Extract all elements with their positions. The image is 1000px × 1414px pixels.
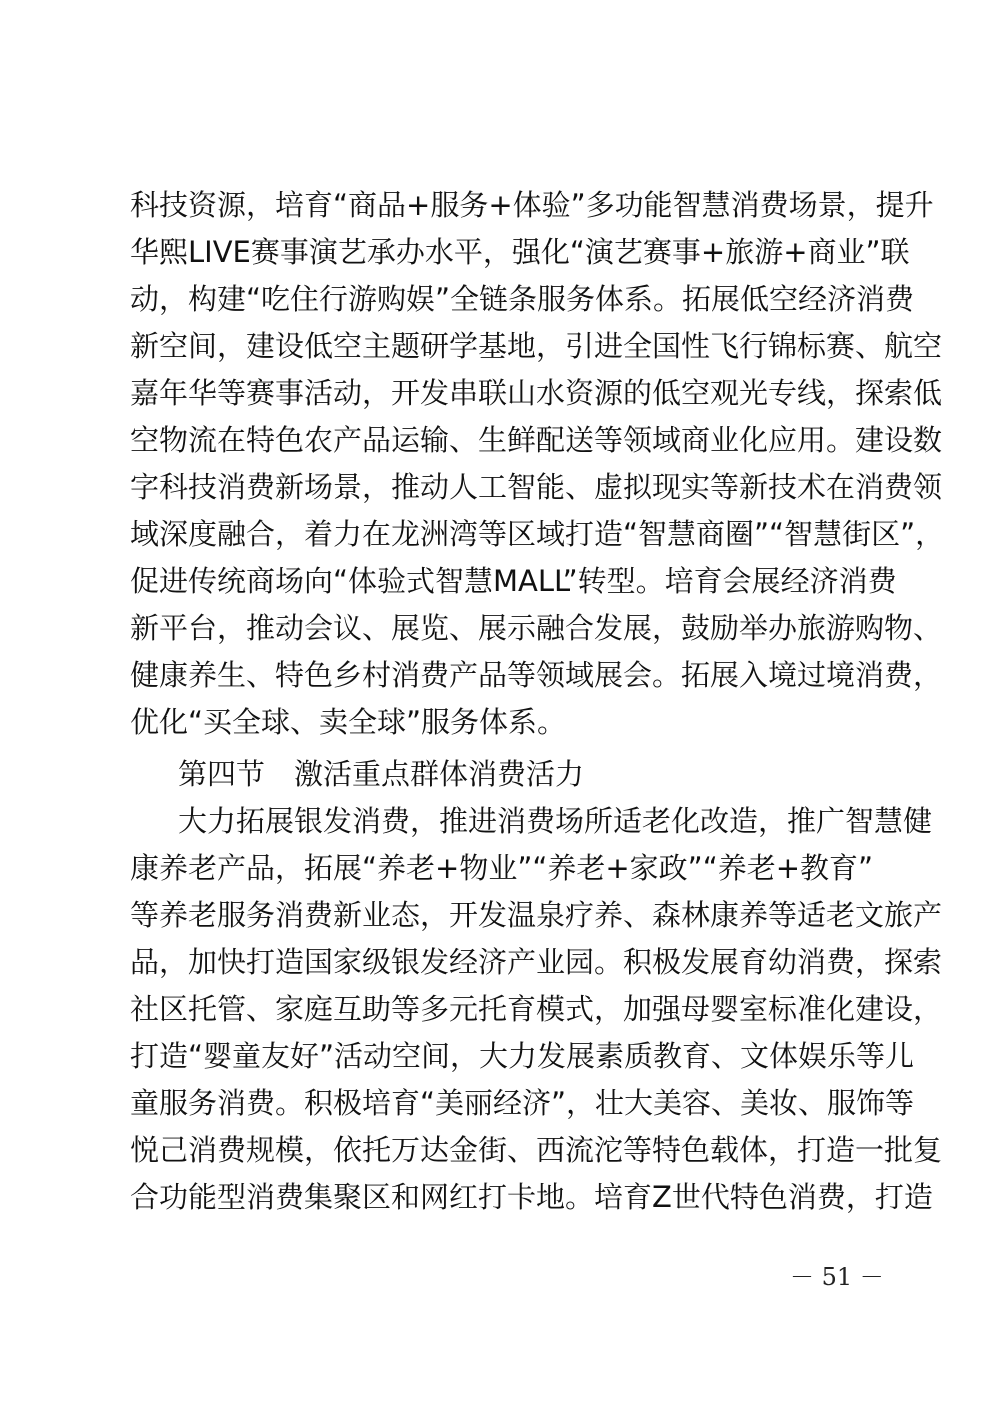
paragraph-line: 科技资源，培育“商品+服务+体验”多功能智慧消费场景，提升 <box>130 188 934 222</box>
paragraph-line: 健康养生、特色乡村消费产品等领域展会。拓展入境过境消费， <box>130 658 943 692</box>
paragraph-line: 品，加快打造国家级银发经济产业园。积极发展育幼消费，探索 <box>130 945 943 979</box>
paragraph-line: 嘉年华等赛事活动，开发串联山水资源的低空观光专线，探索低 <box>130 376 943 410</box>
paragraph-line: 空物流在特色农产品运输、生鲜配送等领域商业化应用。建设数 <box>130 423 943 457</box>
paragraph-line: 优化“买全球、卖全球”服务体系。 <box>130 705 567 739</box>
paragraph-line: 新平台，推动会议、展览、展示融合发展，鼓励举办旅游购物、 <box>130 611 943 645</box>
page-number: － 51 － <box>790 1263 884 1291</box>
paragraph-line: 合功能型消费集聚区和网红打卡地。培育Z世代特色消费，打造 <box>130 1180 933 1214</box>
paragraph-line: 大力拓展银发消费，推进消费场所适老化改造，推广智慧健 <box>178 804 933 838</box>
paragraph-line: 康养老产品，拓展“养老+物业”“养老+家政”“养老+教育” <box>130 851 874 885</box>
paragraph-line: 动，构建“吃住行游购娱”全链条服务体系。拓展低空经济消费 <box>130 282 915 316</box>
paragraph-line: 等养老服务消费新业态，开发温泉疗养、森林康养等适老文旅产 <box>130 898 943 932</box>
paragraph-line: 社区托管、家庭互助等多元托育模式，加强母婴室标准化建设， <box>130 992 943 1026</box>
paragraph-line: 华熙LIVE赛事演艺承办水平，强化“演艺赛事+旅游+商业”联 <box>130 235 910 269</box>
paragraph-line: 打造“婴童友好”活动空间，大力发展素质教育、文体娱乐等儿 <box>130 1039 915 1073</box>
paragraph-line: 字科技消费新场景，推动人工智能、虚拟现实等新技术在消费领 <box>130 470 943 504</box>
paragraph-line: 童服务消费。积极培育“美丽经济”，壮大美容、美妆、服饰等 <box>130 1086 915 1120</box>
paragraph-line: 促进传统商场向“体验式智慧MALL”转型。培育会展经济消费 <box>130 564 897 598</box>
paragraph-line: 新空间，建设低空主题研学基地，引进全国性飞行锦标赛、航空 <box>130 329 943 363</box>
section-heading: 第四节 激活重点群体消费活力 <box>178 757 585 791</box>
paragraph-line: 悦己消费规模，依托万达金街、西流沱等特色载体，打造一批复 <box>130 1133 943 1167</box>
paragraph-line: 域深度融合，着力在龙洲湾等区域打造“智慧商圈”“智慧街区”， <box>130 517 945 551</box>
